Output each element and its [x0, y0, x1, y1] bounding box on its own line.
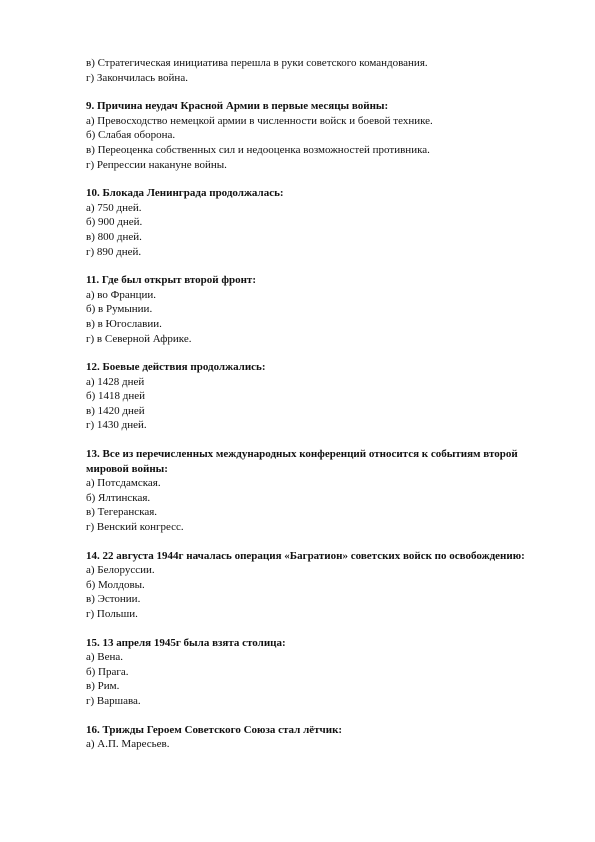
answer-option: а) Белоруссии. [86, 564, 155, 577]
question-title: 16. Трижды Героем Советского Союза стал лётчик: [86, 723, 343, 736]
previous-question-tail [86, 56, 526, 85]
answer-option: а) во Франции. [86, 288, 157, 301]
answer-option: б) Молдовы. [86, 578, 145, 591]
answer-option: а) Потсдамская. [86, 477, 161, 490]
answer-option: г) Варшава. [86, 694, 141, 707]
answer-option: а) Превосходство немецкой армии в численности войск и боевой технике. [86, 114, 433, 127]
question-block [86, 186, 526, 259]
question-list [86, 99, 526, 752]
answer-option: г) Репрессии накануне войны. [86, 158, 227, 171]
question-title: 10. Блокада Ленинграда продолжалась: [86, 187, 284, 200]
answer-option: г) Венский конгресс. [86, 521, 184, 534]
question-block [86, 636, 526, 709]
answer-option: б) 900 дней. [86, 216, 143, 229]
answer-line: в) Стратегическая инициатива перешла в руки советского командования. [86, 57, 428, 69]
answer-option: а) Вена. [86, 651, 124, 664]
question-title: 11. Где был открыт второй фронт: [86, 274, 256, 287]
question-block [86, 549, 526, 622]
question-block [86, 723, 526, 752]
answer-option: в) в Югославии. [86, 317, 162, 330]
answer-option: в) 800 дней. [86, 230, 142, 243]
answer-line: г) Закончилась война. [86, 71, 188, 84]
question-block [86, 360, 526, 433]
question-title: 13. Все из перечисленных международных конференций относится к событиям второй мировой войны: [86, 448, 518, 475]
answer-option: в) Переоценка собственных сил и недооценка возможностей противника. [86, 143, 430, 156]
answer-option: г) 1430 дней. [86, 419, 147, 432]
answer-option: б) Слабая оборона. [86, 129, 176, 142]
answer-option: а) 1428 дней [86, 375, 145, 388]
answer-option: в) 1420 дней [86, 404, 145, 417]
answer-option: г) в Северной Африке. [86, 332, 192, 345]
question-block [86, 273, 526, 346]
document-page [86, 56, 526, 752]
answer-option: в) Эстонии. [86, 593, 141, 606]
answer-option: а) А.П. Маресьев. [86, 738, 170, 751]
answer-option: в) Рим. [86, 680, 120, 693]
answer-option: г) 890 дней. [86, 245, 142, 258]
question-title: 15. 13 апреля 1945г была взята столица: [86, 636, 286, 649]
question-block [86, 99, 526, 172]
answer-option: б) Прага. [86, 665, 129, 678]
answer-option: г) Польши. [86, 608, 138, 620]
question-title: 12. Боевые действия продолжались: [86, 361, 266, 374]
answer-option: в) Тегеранская. [86, 506, 158, 519]
answer-option: б) Ялтинская. [86, 491, 151, 504]
answer-option: б) 1418 дней [86, 390, 146, 403]
question-title: 14. 22 августа 1944г началась операция «Багратион» советских войск по освобождению: [86, 549, 525, 562]
answer-option: б) в Румынии. [86, 303, 153, 316]
question-title: 9. Причина неудач Красной Армии в первые месяцы войны: [86, 100, 389, 113]
question-block [86, 447, 526, 535]
answer-option: а) 750 дней. [86, 201, 142, 214]
